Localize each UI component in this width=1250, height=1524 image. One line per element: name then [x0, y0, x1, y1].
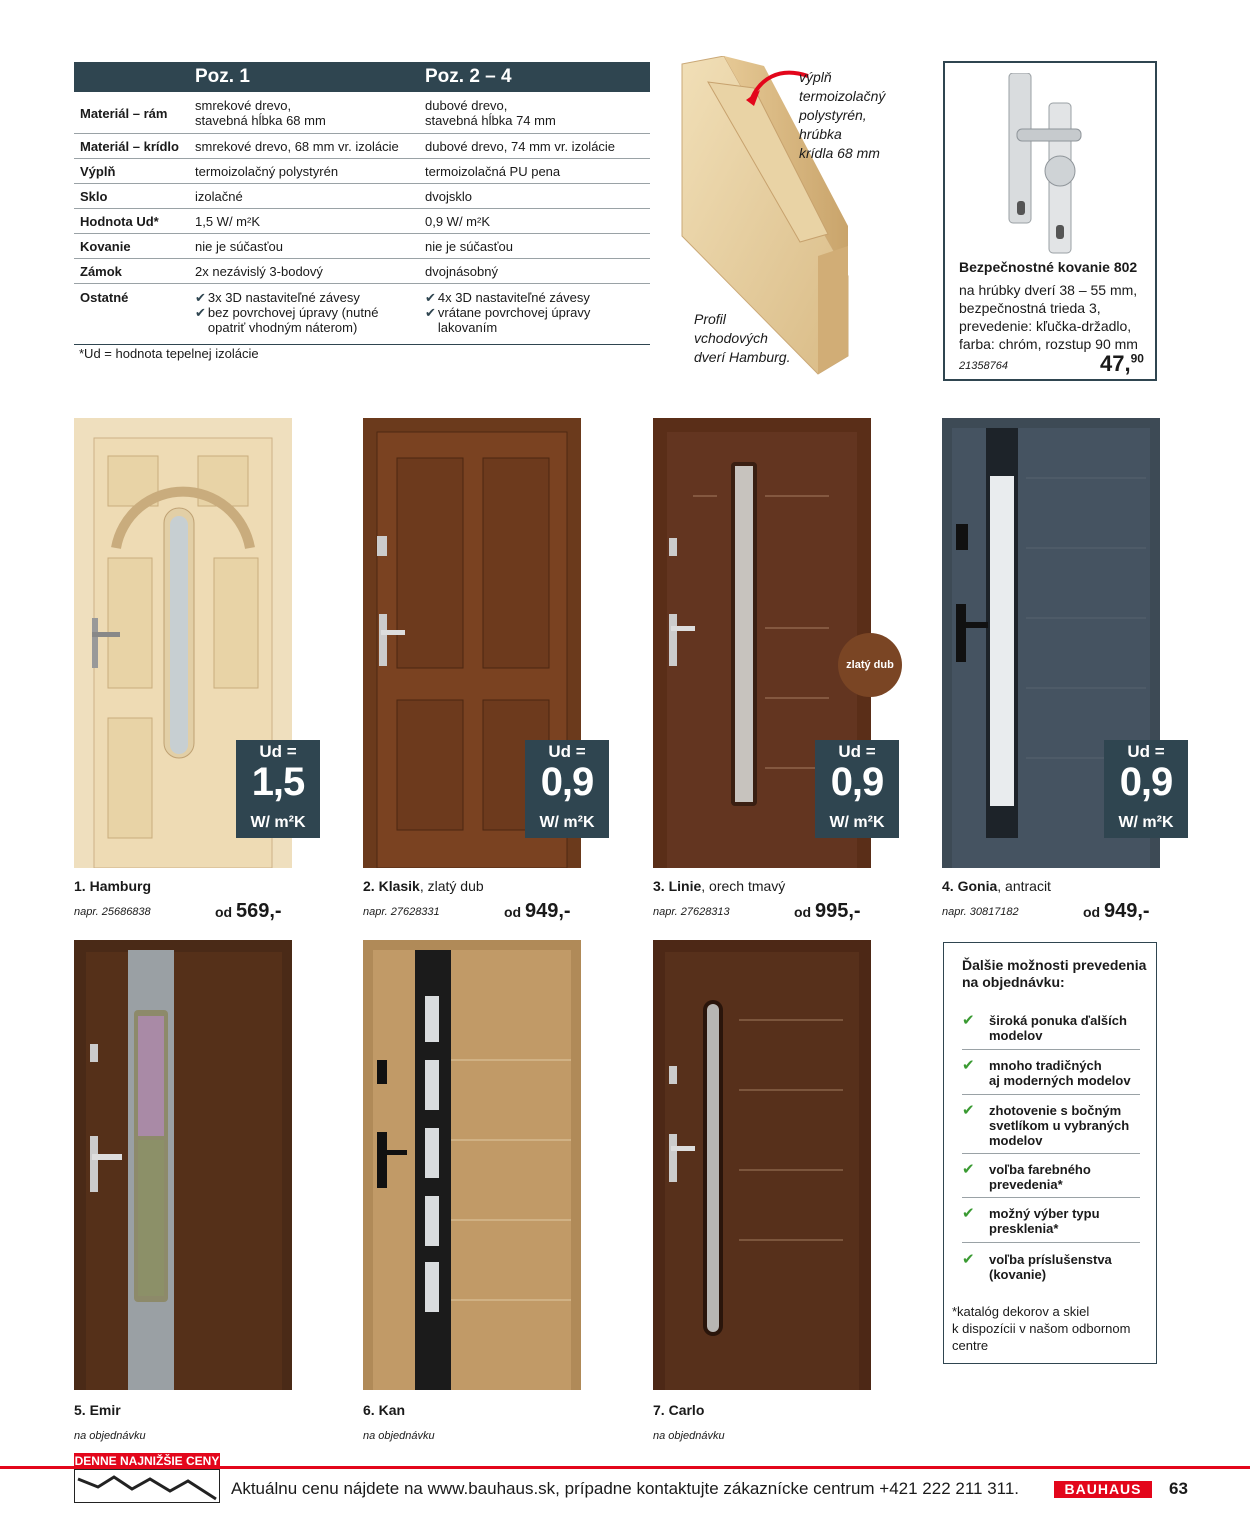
- spec-row-other: [74, 284, 650, 345]
- check-icon: ✔: [962, 1012, 975, 1029]
- other-text: vrátane povrchovej úpravy lakovaním: [437, 305, 591, 335]
- ud-label: Ud =: [838, 742, 876, 761]
- ud-unit: W/ m²K: [1118, 814, 1174, 831]
- option-text: voľba príslušenstva (kovanie): [989, 1252, 1112, 1282]
- check-icon: ✔: [195, 305, 206, 320]
- hardware-offer: [943, 61, 1157, 381]
- bauhaus-logo: BAUHAUS: [1054, 1481, 1152, 1498]
- check-icon: ✔: [962, 1205, 975, 1222]
- door-variant: , zlatý dub: [419, 878, 484, 894]
- other-text: 3x 3D nastaviteľné závesy: [207, 290, 360, 305]
- door-num: 5.: [74, 1402, 86, 1418]
- row-label: Materiál – krídlo: [80, 139, 179, 154]
- price-prefix: od: [1083, 904, 1101, 920]
- ud-value: 0,9: [540, 760, 594, 804]
- price-value: 995,-: [815, 900, 861, 922]
- door-name: [653, 878, 785, 894]
- hardware-article: 21358764: [959, 360, 1008, 372]
- door-title: Hamburg: [89, 878, 152, 894]
- door-num: 2.: [363, 878, 375, 894]
- door-num: 4.: [942, 878, 954, 894]
- door-price: [1083, 900, 1150, 923]
- ud-value: 0,9: [830, 760, 884, 804]
- lowest-price-badge: [74, 1453, 220, 1503]
- header-col1: Poz. 1: [195, 66, 250, 87]
- check-icon: ✔: [962, 1057, 975, 1074]
- spec-table: [74, 62, 650, 345]
- row-col2: dvojnásobný: [425, 264, 498, 279]
- row-col1: smrekové drevo, 68 mm vr. izolácie: [195, 139, 399, 154]
- options-note: *katalóg dekorov a skiel k dispozícii v našom odbornom centre: [952, 1304, 1131, 1353]
- door-article: napr. 25686838: [74, 906, 151, 918]
- door-image-emir: [74, 940, 292, 1390]
- option-text: široká ponuka ďalších modelov: [989, 1013, 1127, 1043]
- spec-table-header: [74, 62, 650, 92]
- options-title: Ďalšie možnosti prevedenia na objednávku:: [962, 957, 1147, 990]
- other-item: [195, 305, 420, 335]
- option-text: možný výber typu presklenia*: [989, 1206, 1100, 1236]
- door-title: Klasik: [378, 878, 420, 894]
- spec-row: [74, 209, 650, 234]
- hardware-price: [1100, 351, 1144, 377]
- door-handle-image: [993, 73, 1113, 255]
- ud-unit: W/ m²K: [539, 814, 595, 831]
- row-col2: nie je súčasťou: [425, 239, 513, 254]
- price-value: 569,-: [236, 900, 282, 922]
- door-price: [794, 900, 861, 923]
- door-title: Gonia: [957, 878, 998, 894]
- check-icon: ✔: [425, 305, 436, 320]
- profile-note: Profil vchodových dverí Hamburg.: [694, 311, 791, 365]
- ud-value: 1,5: [251, 760, 305, 804]
- divider: [962, 1197, 1140, 1198]
- door-image-carlo: [653, 940, 871, 1390]
- divider: [962, 1049, 1140, 1050]
- check-icon: ✔: [962, 1251, 975, 1268]
- check-icon: ✔: [962, 1161, 975, 1178]
- option-text: mnoho tradičných aj moderných modelov: [989, 1058, 1131, 1088]
- spec-row: [74, 184, 650, 209]
- check-icon: ✔: [195, 290, 206, 305]
- door-name: [942, 878, 1051, 894]
- other-text: bez povrchovej úpravy (nutné opatriť vhodným náterom): [207, 305, 379, 335]
- door-name: [653, 1402, 704, 1418]
- color-chip: zlatý dub: [838, 633, 902, 697]
- spec-row: [74, 159, 650, 184]
- ud-label: Ud =: [1127, 742, 1165, 761]
- ud-label: Ud =: [259, 742, 297, 761]
- spec-row: [74, 234, 650, 259]
- price-value: 949,-: [525, 900, 571, 922]
- ud-badge: [815, 740, 899, 838]
- door-article: napr. 30817182: [942, 906, 1019, 918]
- door-variant: , orech tmavý: [701, 878, 786, 894]
- row-label: Zámok: [80, 264, 122, 279]
- header-col2: Poz. 2 – 4: [425, 66, 512, 87]
- row-label: Výplň: [80, 164, 116, 179]
- door-num: 3.: [653, 878, 665, 894]
- door-title: Carlo: [668, 1402, 705, 1418]
- row-col2: dvojsklo: [425, 189, 472, 204]
- row-label: Sklo: [80, 189, 108, 204]
- spec-footnote: *Ud = hodnota tepelnej izolácie: [79, 346, 259, 361]
- other-col1: [195, 290, 420, 335]
- divider: [962, 1094, 1140, 1095]
- row-col2: dubové drevo, 74 mm vr. izolácie: [425, 139, 616, 154]
- door-variant: , antracit: [997, 878, 1051, 894]
- row-label: Materiál – rám: [80, 106, 168, 121]
- row-col2: dubové drevo, stavebná hĺbka 74 mm: [425, 98, 556, 128]
- row-label: Ostatné: [80, 290, 129, 305]
- door-availability: na objednávku: [74, 1430, 146, 1442]
- door-article: napr. 27628313: [653, 906, 730, 918]
- other-item: [425, 290, 650, 305]
- door-title: Linie: [668, 878, 702, 894]
- other-item: [425, 305, 650, 335]
- door-num: 1.: [74, 878, 86, 894]
- divider: [962, 1153, 1140, 1154]
- fill-note: výplň termoizolačný polystyrén, hrúbka krídla 68 mm: [799, 69, 886, 161]
- ud-badge: [1104, 740, 1188, 838]
- hardware-title: Bezpečnostné kovanie 802: [959, 259, 1138, 275]
- other-item: [195, 290, 420, 305]
- page-number: 63: [1169, 1479, 1188, 1498]
- check-icon: ✔: [962, 1102, 975, 1119]
- row-col1: izolačné: [195, 189, 243, 204]
- door-title: Kan: [378, 1402, 406, 1418]
- ud-label: Ud =: [548, 742, 586, 761]
- door-name: [74, 1402, 121, 1418]
- row-col1: termoizolačný polystyrén: [195, 164, 339, 179]
- row-col1: nie je súčasťou: [195, 239, 283, 254]
- door-num: 6.: [363, 1402, 375, 1418]
- door-price: [215, 900, 282, 923]
- row-col1: 2x nezávislý 3-bodový: [195, 264, 323, 279]
- row-col1: 1,5 W/ m²K: [195, 214, 261, 229]
- options-box: [943, 942, 1157, 1364]
- spec-row: [74, 259, 650, 284]
- row-col2: 0,9 W/ m²K: [425, 214, 491, 229]
- price-value: 949,-: [1104, 900, 1150, 922]
- footer-contact-text: Aktuálnu cenu nájdete na www.bauhaus.sk, prípadne kontaktujte zákaznícke centrum +421 222 211 311.: [231, 1479, 1020, 1498]
- door-profile-diagram: [668, 56, 938, 376]
- option-text: zhotovenie s bočným svetlíkom u vybraných modelov: [989, 1103, 1130, 1148]
- door-availability: na objednávku: [653, 1430, 725, 1442]
- door-article: napr. 27628331: [363, 906, 440, 918]
- price-prefix: od: [504, 904, 522, 920]
- ud-badge: [525, 740, 609, 838]
- check-icon: ✔: [425, 290, 436, 305]
- price-trend-icon: [74, 1469, 220, 1503]
- other-text: 4x 3D nastaviteľné závesy: [437, 290, 590, 305]
- spec-row: [74, 134, 650, 159]
- row-col1: smrekové drevo, stavebná hĺbka 68 mm: [195, 98, 326, 128]
- lowest-price-text: DENNE NAJNIŽŠIE CENY: [74, 1454, 220, 1468]
- row-label: Kovanie: [80, 239, 131, 254]
- ud-unit: W/ m²K: [829, 814, 885, 831]
- option-text: voľba farebného prevedenia*: [989, 1162, 1091, 1192]
- door-title: Emir: [89, 1402, 121, 1418]
- hardware-desc: na hrúbky dverí 38 – 55 mm, bezpečnostná trieda 3, prevedenie: kľučka-držadlo, farba: chróm, rozstup 90 mm: [959, 282, 1138, 352]
- ud-unit: W/ m²K: [250, 814, 306, 831]
- price-prefix: od: [794, 904, 812, 920]
- ud-value: 0,9: [1119, 760, 1173, 804]
- door-name: [74, 878, 151, 894]
- door-name: [363, 1402, 405, 1418]
- ud-badge: [236, 740, 320, 838]
- door-availability: na objednávku: [363, 1430, 435, 1442]
- door-name: [363, 878, 484, 894]
- row-label: Hodnota Ud*: [80, 214, 159, 229]
- spec-row: [74, 92, 650, 134]
- divider: [962, 1242, 1140, 1243]
- row-col2: termoizolačná PU pena: [425, 164, 561, 179]
- price-prefix: od: [215, 904, 233, 920]
- price-cents: 90: [1130, 351, 1144, 366]
- door-num: 7.: [653, 1402, 665, 1418]
- price-main: 47,: [1100, 351, 1131, 376]
- other-col2: [425, 290, 650, 335]
- door-image-kan: [363, 940, 581, 1390]
- door-price: [504, 900, 571, 923]
